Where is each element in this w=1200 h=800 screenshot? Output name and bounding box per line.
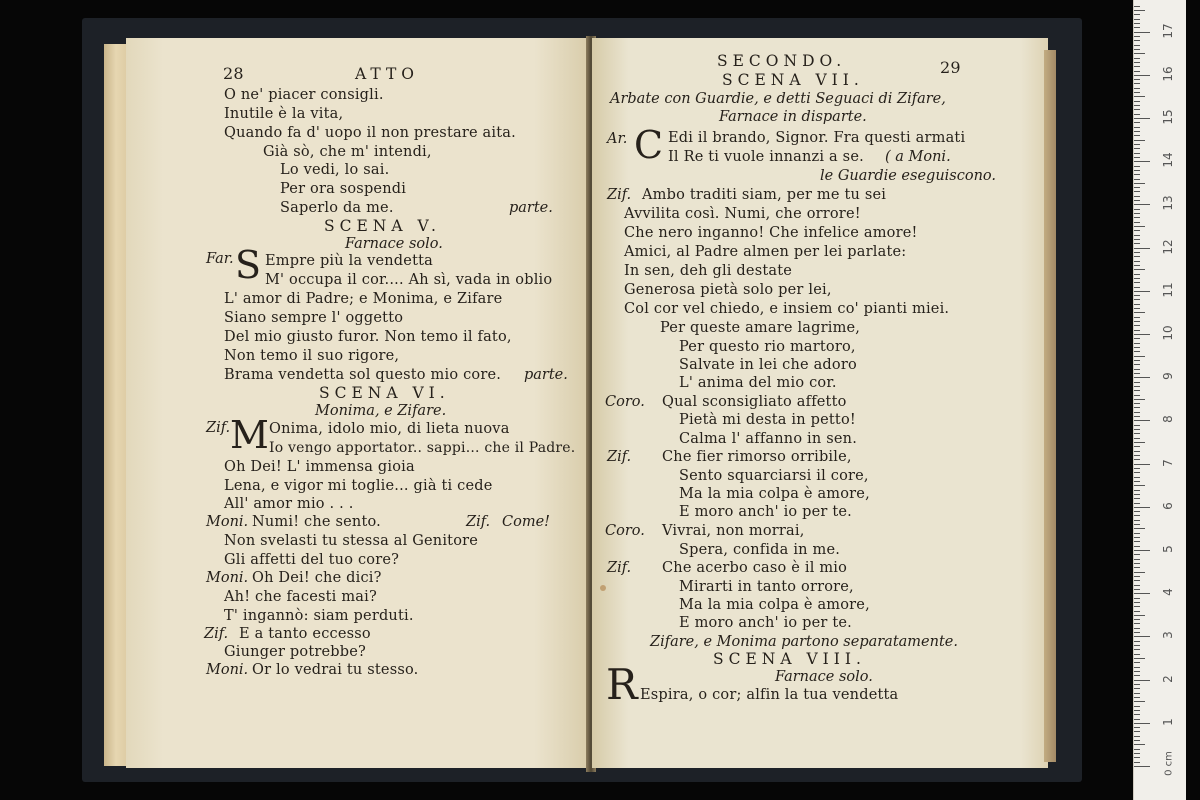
text-line: Ambo traditi siam, per me tu sei [642,187,887,203]
ruler-tick [1134,235,1140,236]
text-line: M' occupa il cor.... Ah sì, vada in oblio [265,272,553,288]
ruler-tick [1134,226,1145,227]
text-line: Non svelasti tu stessa al Genitore [224,533,479,549]
ruler-tick [1134,684,1140,685]
right-page [592,38,1048,768]
aria-line: L' anima del mio cor. [679,375,837,391]
speaker-label: Zif. [206,420,231,436]
text-line: E moro anch' io per te. [679,504,852,520]
text-line: Non temo il suo rigore, [224,348,400,364]
ruler-number: 8 [1161,415,1175,424]
speaker-label: Zif. [607,449,632,465]
running-head-right: SECONDO. [717,52,847,70]
page-number-right: 29 [940,58,961,77]
ruler-tick [1134,533,1140,534]
ruler-tick [1134,731,1140,732]
ruler-tick [1134,727,1140,728]
ruler-tick [1134,671,1140,672]
ruler-tick [1134,131,1140,132]
ruler-tick [1134,243,1140,244]
ruler-tick [1134,455,1140,456]
ruler-tick [1134,118,1150,119]
ruler-tick [1134,667,1140,668]
ruler-tick [1134,507,1150,508]
text-line: Io vengo apportator.. sappi... che il Padre. [269,440,576,456]
ruler-tick [1134,83,1140,84]
ruler-tick [1134,714,1140,715]
ruler-tick [1134,541,1140,542]
ruler-tick [1134,567,1140,568]
ruler-tick [1134,144,1140,145]
ruler-tick [1134,187,1140,188]
ruler-tick [1134,204,1150,205]
ruler-tick [1134,295,1140,296]
ruler-tick [1134,32,1150,33]
ruler-tick [1134,291,1150,292]
ruler-tick [1134,278,1140,279]
ruler-tick [1134,373,1140,374]
text-line: Già sò, che m' intendi, [263,144,432,160]
ruler-tick [1134,92,1140,93]
ruler-tick [1134,697,1140,698]
ruler-tick [1134,334,1150,335]
text-line: Generosa pietà solo per lei, [624,282,832,298]
ruler-tick [1134,399,1145,400]
ruler-tick [1134,649,1140,650]
ruler-tick [1134,222,1140,223]
text-line: Edi il brando, Signor. Fra questi armati [668,130,966,146]
ruler-tick [1134,287,1140,288]
ruler-number: 5 [1161,545,1175,553]
drop-cap: C [634,123,664,167]
text-line: Amici, al Padre almen per lei parlate: [624,244,907,260]
ruler-tick [1134,688,1140,689]
ruler-tick [1134,140,1145,141]
drop-cap: R [606,660,638,709]
aria-line: Per queste amare lagrime, [660,320,861,336]
scene-cast: Arbate con Guardie, e detti Seguaci di Zifare, [610,91,946,107]
ruler-tick [1134,88,1140,89]
speaker-label: Moni. [206,570,249,586]
ruler-tick [1134,468,1140,469]
ruler-tick [1134,744,1145,745]
ruler-tick [1134,10,1145,11]
page-number-left: 28 [223,64,244,83]
ruler-tick [1134,213,1140,214]
ruler-tick [1134,740,1140,741]
ruler-tick [1134,433,1140,434]
ruler-tick [1134,662,1140,663]
aria-line: Per questo rio martoro, [679,339,856,355]
ruler-tick [1134,593,1150,594]
measurement-ruler [1133,0,1186,800]
ruler-tick [1134,330,1140,331]
ruler-tick [1134,446,1140,447]
ruler-tick [1134,153,1140,154]
scene-heading: SCENA VI. [319,384,450,402]
ruler-tick [1134,395,1140,396]
ruler-tick [1134,261,1140,262]
ruler-tick [1134,269,1145,270]
ruler-tick [1134,580,1140,581]
ruler-tick [1134,325,1140,326]
ruler-tick [1134,386,1140,387]
ruler-tick [1134,524,1140,525]
ruler-tick [1134,217,1140,218]
ruler-tick [1134,148,1140,149]
ruler-tick [1134,135,1140,136]
text-line: Qual sconsigliato affetto [662,394,847,410]
text-line: Spera, confida in me. [679,542,841,558]
ruler-tick [1134,498,1140,499]
ruler-tick [1134,550,1150,551]
stage-direction: Zifare, e Monima partono separatamente. [650,634,958,650]
ruler-number: 1 [1161,717,1175,726]
ruler-number: 9 [1161,372,1175,381]
ruler-tick [1134,494,1140,495]
text-line: Espira, o cor; alfin la tua vendetta [640,687,899,703]
text-line: Onima, idolo mio, di lieta nuova [269,421,510,437]
text-line: Pietà mi desta in petto! [679,412,856,428]
scene-cast: Farnace solo. [775,669,873,685]
ruler-tick [1134,412,1140,413]
ruler-number: 7 [1161,458,1175,467]
ruler-tick [1134,343,1140,344]
ruler-tick [1134,40,1140,41]
ruler-tick [1134,537,1140,538]
text-line: Brama vendetta sol questo mio core. [224,367,502,383]
ruler-tick [1134,585,1140,586]
ruler-tick [1134,183,1145,184]
ruler-tick [1134,481,1140,482]
ruler-tick [1134,200,1140,201]
ruler-tick [1134,45,1140,46]
ruler-tick [1134,122,1140,123]
ruler-tick [1134,248,1150,249]
text-line: Giunger potrebbe? [224,644,366,660]
text-line: Inutile è la vita, [224,106,344,122]
ruler-tick [1134,511,1140,512]
text-line: Calma l' affanno in sen. [679,431,858,447]
text-line: Del mio giusto furor. Non temo il fato, [224,329,512,345]
ruler-tick [1134,416,1140,417]
text-line: Or lo vedrai tu stesso. [252,662,419,678]
ruler-tick [1134,528,1145,529]
ruler-tick [1134,680,1150,681]
ruler-tick [1134,520,1140,521]
ruler-tick [1134,429,1140,430]
ruler-number: 12 [1161,238,1175,255]
ruler-tick [1134,304,1140,305]
ruler-tick [1134,563,1140,564]
ruler-tick [1134,174,1140,175]
ruler-tick [1134,477,1140,478]
ruler-tick [1134,170,1140,171]
ruler-tick [1134,14,1140,15]
ruler-tick [1134,274,1140,275]
stage-direction-exit: parte. [524,367,568,383]
ruler-tick [1134,503,1140,504]
ruler-tick [1134,179,1140,180]
page-edges-right [1044,50,1056,762]
ruler-tick [1134,360,1140,361]
speaker-label: Zif. [204,626,229,642]
ruler-tick [1134,196,1140,197]
speaker-label: Moni. [206,514,249,530]
text-line: Lo vedi, lo sai. [280,162,390,178]
ruler-tick [1134,317,1140,318]
ruler-tick [1134,451,1140,452]
ruler-tick [1134,347,1140,348]
ruler-number: 2 [1161,674,1175,683]
text-line: E a tanto eccesso [239,626,371,642]
ruler-tick [1134,321,1140,322]
ruler-number: 16 [1161,66,1175,82]
ruler-tick [1134,209,1140,210]
ruler-tick [1134,602,1140,603]
speaker-label: Ar. [607,131,628,147]
ruler-tick [1134,762,1140,763]
speaker-label: Zif. [607,187,632,203]
ruler-tick [1134,654,1140,655]
drop-cap: M [230,413,269,457]
ruler-tick [1134,53,1145,54]
text-line: Col cor vel chiedo, e insiem co' pianti miei. [624,301,950,317]
ruler-tick [1134,6,1140,7]
ruler-number: 4 [1161,588,1175,597]
ruler-tick [1134,554,1140,555]
speaker-label: Coro. [605,394,645,410]
ruler-number: 15 [1161,109,1175,125]
text-line: Empre più la vendetta [265,253,433,269]
ruler-tick [1134,109,1140,110]
speaker-label: Zif. [607,560,632,576]
ruler-tick [1134,515,1140,516]
ruler-tick [1134,425,1140,426]
text-line: Lena, e vigor mi toglie... già ti cede [224,478,493,494]
ruler-tick [1134,114,1140,115]
left-page [126,38,590,768]
ruler-tick [1134,312,1145,313]
ruler-tick [1134,71,1140,72]
ruler-tick [1134,256,1140,257]
speaker-label: Moni. [206,662,249,678]
ruler-tick [1134,338,1140,339]
ruler-tick [1134,658,1145,659]
ruler-tick [1134,645,1140,646]
text-line: In sen, deh gli destate [624,263,793,279]
ruler-tick [1134,105,1140,106]
ruler-tick [1134,239,1140,240]
stage-direction: ( a Moni. [885,149,951,165]
scene-heading: SCENA VIII. [713,650,866,668]
ruler-number: 6 [1161,501,1175,510]
ruler-tick [1134,628,1140,629]
drop-cap: S [235,243,262,287]
ruler-tick [1134,390,1140,391]
ruler-tick [1134,299,1140,300]
ruler-tick [1134,641,1140,642]
ruler-unit-label: 0 cm [1163,751,1175,776]
text-line: Che fier rimorso orribile, [662,449,852,465]
speaker-label: Zif. [466,514,491,530]
ruler-tick [1134,252,1140,253]
ruler-tick [1134,675,1140,676]
scene-cast: Farnace in disparte. [719,109,867,125]
text-line: Ma la mia colpa è amore, [679,597,870,613]
ruler-number: 11 [1161,282,1175,298]
ruler-tick [1134,101,1140,102]
ruler-tick [1134,377,1150,378]
ruler-tick [1134,96,1145,97]
speaker-label: Far. [206,251,234,267]
ruler-tick [1134,308,1140,309]
ruler-tick [1134,749,1140,750]
ruler-tick [1134,490,1140,491]
ruler-tick [1134,619,1140,620]
ruler-tick [1134,606,1140,607]
text-line: Che acerbo caso è il mio [662,560,848,576]
text-line: L' amor di Padre; e Monima, e Zifare [224,291,503,307]
aria-line: Salvate in lei che adoro [679,357,857,373]
ruler-tick [1134,19,1140,20]
text-line: Il Re ti vuole innanzi a se. [668,149,864,165]
ruler-tick [1134,438,1140,439]
ruler-tick [1134,403,1140,404]
ruler-tick [1134,559,1140,560]
ruler-tick [1134,49,1140,50]
ruler-tick [1134,611,1140,612]
text-line: Numi! che sento. [252,514,381,530]
text-line: E moro anch' io per te. [679,615,852,631]
text-line: Che nero inganno! Che infelice amore! [624,225,918,241]
ruler-tick [1134,766,1150,767]
ruler-tick [1134,265,1140,266]
ruler-tick [1134,356,1145,357]
ruler-tick [1134,27,1140,28]
ruler-tick [1134,407,1140,408]
ruler-tick [1134,753,1140,754]
ruler-number: 17 [1161,22,1175,39]
text-line: Ah! che facesti mai? [224,589,377,605]
ruler-tick [1134,351,1140,352]
ruler-tick [1134,191,1140,192]
text-line: Gli affetti del tuo core? [224,552,400,568]
text-line: All' amor mio . . . [224,496,354,512]
scene-cast: Farnace solo. [345,236,443,252]
text-line: O ne' piacer consigli. [224,87,384,103]
scene-heading: SCENA VII. [722,71,864,89]
text-line: Quando fa d' uopo il non prestare aita. [224,125,516,141]
ruler-tick [1134,623,1140,624]
text-line: Avvilita così. Numi, che orrore! [624,206,861,222]
ruler-tick [1134,701,1145,702]
ruler-tick [1134,589,1140,590]
text-line: Oh Dei! che dici? [252,570,382,586]
ruler-tick [1134,736,1140,737]
text-line: Oh Dei! L' immensa gioia [224,459,415,475]
ruler-number: 13 [1161,195,1175,212]
stage-direction-exit: parte. [509,200,553,216]
ruler-tick [1134,632,1140,633]
ruler-tick [1134,757,1140,758]
text-line: Mirarti in tanto orrore, [679,579,854,595]
text-line: Sento squarciarsi il core, [679,468,869,484]
ruler-tick [1134,364,1140,365]
ruler-tick [1134,420,1150,421]
text-line: Per ora sospendi [280,181,407,197]
scene-heading: SCENA V. [324,217,441,235]
ruler-tick [1134,710,1140,711]
ruler-tick [1134,75,1150,76]
text-line: Saperlo da me. [280,200,394,216]
ruler-tick [1134,166,1140,167]
ruler-tick [1134,230,1140,231]
ruler-number: 3 [1161,631,1175,640]
text-line: Vivrai, non morrai, [662,523,805,539]
ruler-tick [1134,442,1145,443]
ruler-number: 10 [1161,325,1175,341]
ruler-tick [1134,472,1140,473]
ruler-tick [1134,282,1140,283]
ruler-tick [1134,382,1140,383]
text-line: Ma la mia colpa è amore, [679,486,870,502]
ruler-tick [1134,369,1140,370]
scene-cast: Monima, e Zifare. [315,403,447,419]
ruler-number: 14 [1161,152,1175,168]
ruler-tick [1134,58,1140,59]
ruler-tick [1134,161,1150,162]
speaker-label: Coro. [605,523,645,539]
ruler-tick [1134,598,1140,599]
foxing-stain [600,585,606,591]
ruler-tick [1134,464,1150,465]
ruler-tick [1134,157,1140,158]
ruler-tick [1134,62,1140,63]
ruler-tick [1134,572,1145,573]
stage-direction: le Guardie eseguiscono. [820,168,997,184]
ruler-tick [1134,636,1150,637]
text-line: Siano sempre l' oggetto [224,310,404,326]
ruler-tick [1134,546,1140,547]
ruler-tick [1134,23,1140,24]
ruler-tick [1134,693,1140,694]
ruler-tick [1134,459,1140,460]
ruler-tick [1134,576,1140,577]
running-head-left: ATTO [355,65,420,83]
ruler-tick [1134,36,1140,37]
text-line: T' ingannò: siam perduti. [224,608,414,624]
ruler-tick [1134,723,1150,724]
ruler-tick [1134,719,1140,720]
ruler-tick [1134,66,1140,67]
ruler-tick [1134,706,1140,707]
ruler-tick [1134,485,1145,486]
text-line: Come! [502,514,550,530]
ruler-tick [1134,127,1140,128]
ruler-tick [1134,615,1145,616]
ruler-tick [1134,79,1140,80]
